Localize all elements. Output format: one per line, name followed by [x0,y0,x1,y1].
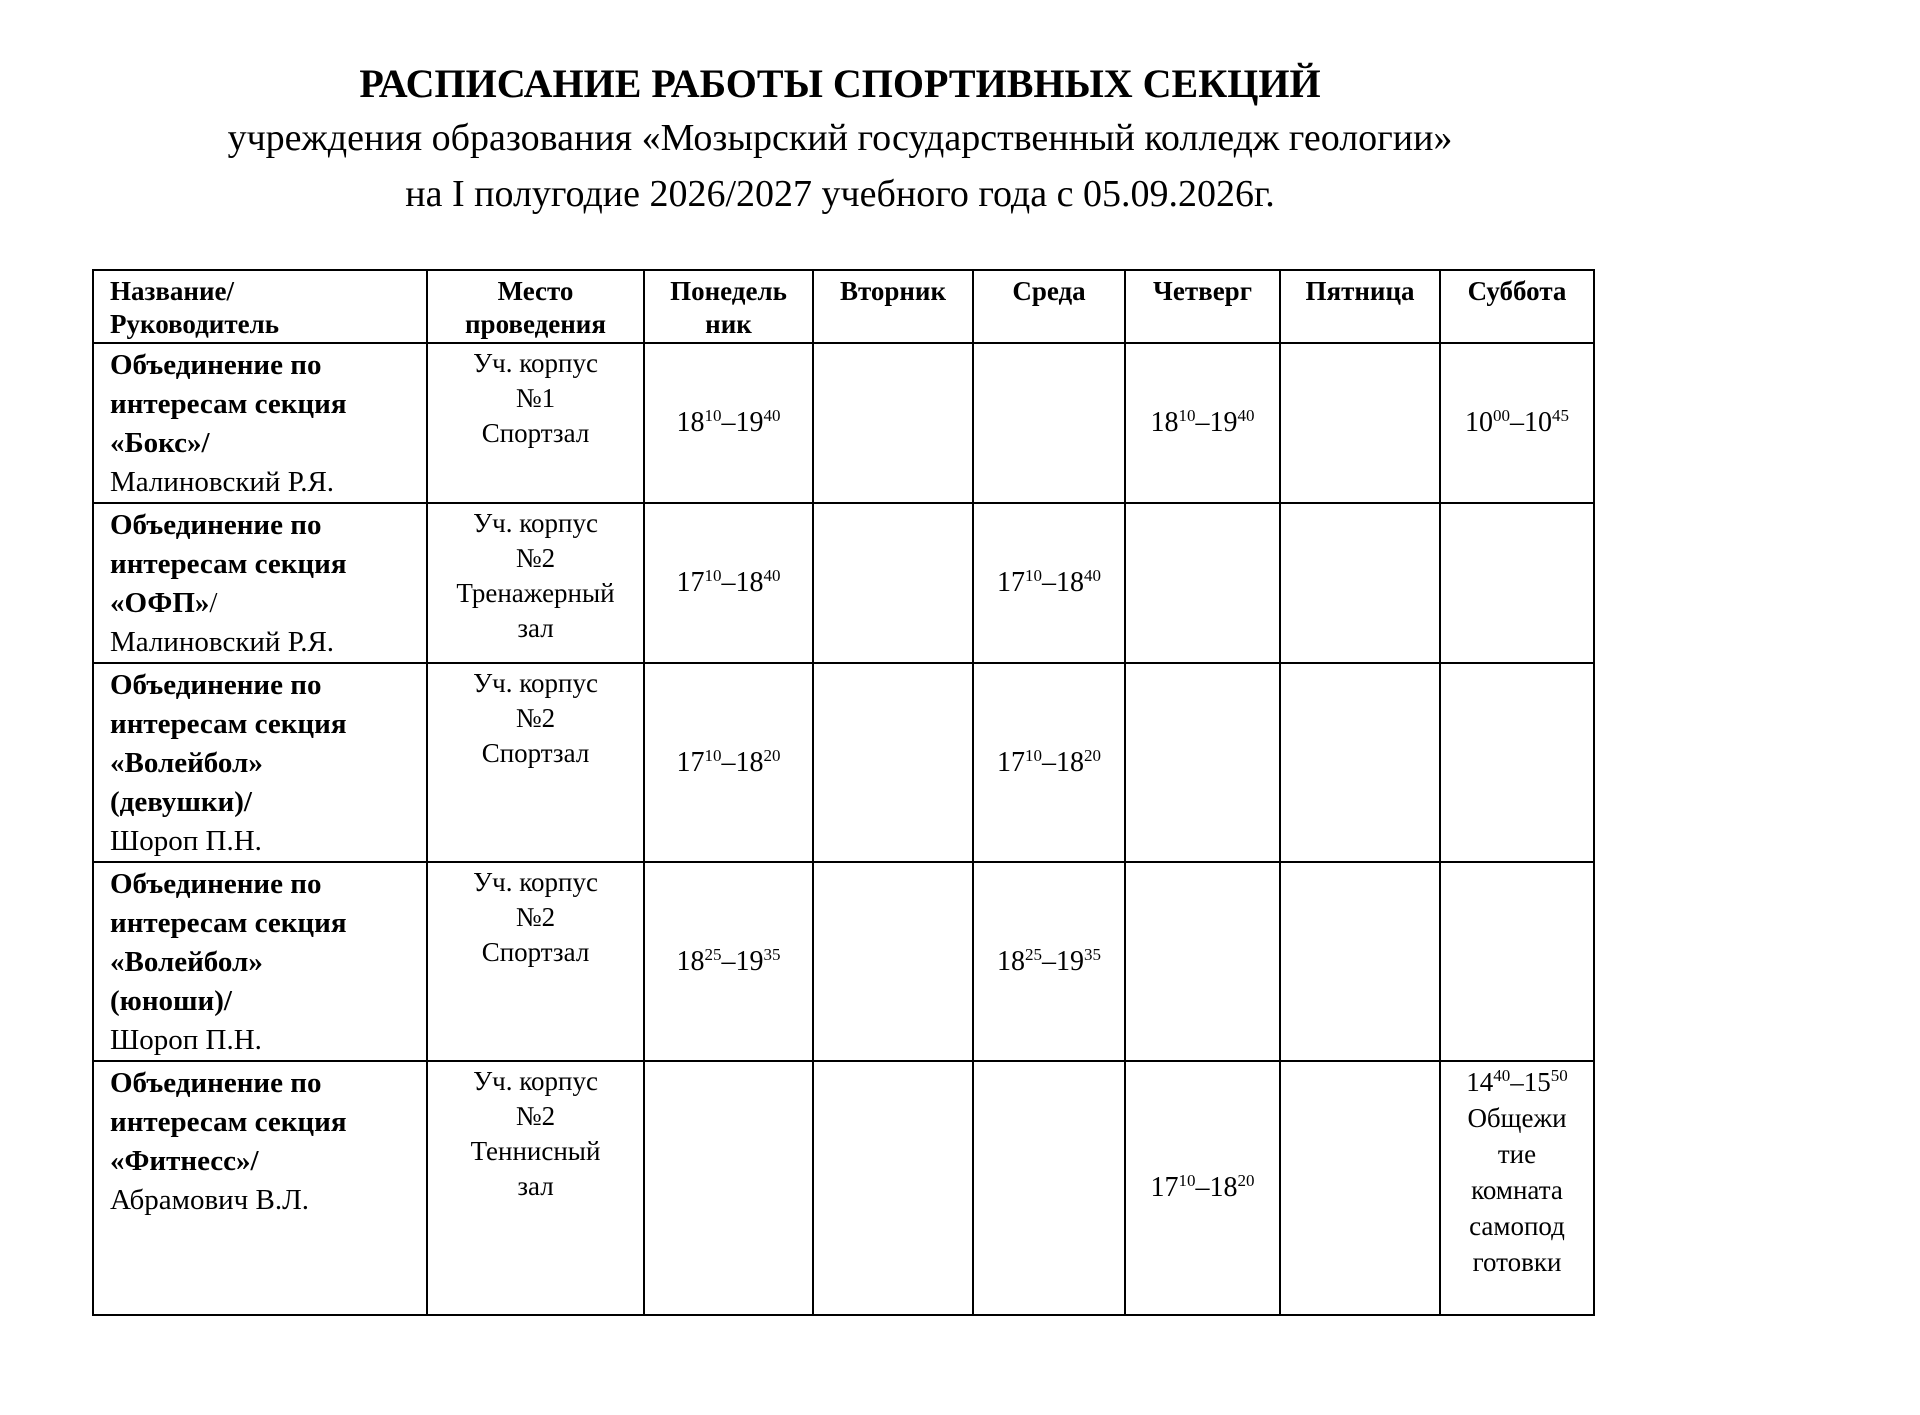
tuesday-time [813,663,973,862]
section-leader: Абрамович В.Л. [110,1184,310,1216]
saturday-time [1440,663,1594,862]
section-place: Уч. корпус №2 Теннисный зал [427,1061,644,1315]
tuesday-time [813,862,973,1061]
header-row [93,270,1594,343]
wednesday-time [973,1061,1125,1315]
saturday-time [1440,862,1594,1061]
header-friday: Пятница [1280,270,1440,343]
section-name: Объединение по интересам секция «Фитнесс»/ Абрамович В.Л. [93,1061,427,1315]
thursday-time [1125,503,1280,663]
header-name: Название/ Руководитель [93,270,427,343]
friday-time [1280,862,1440,1061]
tuesday-time [813,503,973,663]
section-place: Уч. корпус №2 Спортзал [427,862,644,1061]
section-leader: Малиновский Р.Я. [110,626,335,658]
wednesday-time: $18^{25}-19^{35}$ [973,862,1125,1061]
friday-time [1280,663,1440,862]
table-row [93,343,1594,503]
section-leader: Малиновский Р.Я. [110,466,335,498]
monday-time: $17^{10}-18^{40}$ [644,503,813,663]
saturday-time [1440,503,1594,663]
table-row [93,503,1594,663]
header-monday: Понедель ник [644,270,813,343]
section-place: Уч. корпус №2 Тренажерный зал [427,503,644,663]
section-name: Объединение по интересам секция «Бокс»/ Малиновский Р.Я. [93,343,427,503]
section-name: Объединение по интересам секция «ОФП»/ Малиновский Р.Я. [93,503,427,663]
document-period: на I полугодие 2026/2027 учебного года с 05.09.2026г. [405,173,1275,215]
table-row [93,1061,1594,1315]
monday-time: $18^{25}-19^{35}$ [644,862,813,1061]
saturday-location-note: Общежи тие комната самопод готовки [1467,1103,1567,1277]
friday-time [1280,1061,1440,1315]
section-name: Объединение по интересам секция «Волейбол» (девушки)/ Шороп П.Н. [93,663,427,862]
saturday-time: $14^{40}-15^{50}$ Общежи тие комната самопод готовки [1440,1061,1594,1315]
friday-time [1280,503,1440,663]
header-thursday: Четверг [1125,270,1280,343]
schedule-table [92,269,1595,1316]
section-place: Уч. корпус №1 Спортзал [427,343,644,503]
wednesday-time: $17^{10}-18^{20}$ [973,663,1125,862]
document-title: РАСПИСАНИЕ РАБОТЫ СПОРТИВНЫХ СЕКЦИЙ [359,61,1321,106]
saturday-time: $10^{00}-10^{45}$ [1440,343,1594,503]
monday-time: $17^{10}-18^{20}$ [644,663,813,862]
section-leader: Шороп П.Н. [110,1024,262,1056]
header-place: Место проведения [427,270,644,343]
tuesday-time [813,1061,973,1315]
thursday-time [1125,663,1280,862]
header-wednesday: Среда [973,270,1125,343]
thursday-time: $17^{10}-18^{20}$ [1125,1061,1280,1315]
section-name: Объединение по интересам секция «Волейбол» (юноши)/ Шороп П.Н. [93,862,427,1061]
table-row [93,862,1594,1061]
header-tuesday: Вторник [813,270,973,343]
friday-time [1280,343,1440,503]
tuesday-time [813,343,973,503]
section-leader: Шороп П.Н. [110,825,262,857]
wednesday-time [973,343,1125,503]
table-row [93,663,1594,862]
section-place: Уч. корпус №2 Спортзал [427,663,644,862]
thursday-time: $18^{10}-19^{40}$ [1125,343,1280,503]
thursday-time [1125,862,1280,1061]
wednesday-time: $17^{10}-18^{40}$ [973,503,1125,663]
header-saturday: Суббота [1440,270,1594,343]
monday-time [644,1061,813,1315]
monday-time: $18^{10}-19^{40}$ [644,343,813,503]
document-subtitle: учреждения образования «Мозырский государственный колледж геологии» [227,117,1453,159]
